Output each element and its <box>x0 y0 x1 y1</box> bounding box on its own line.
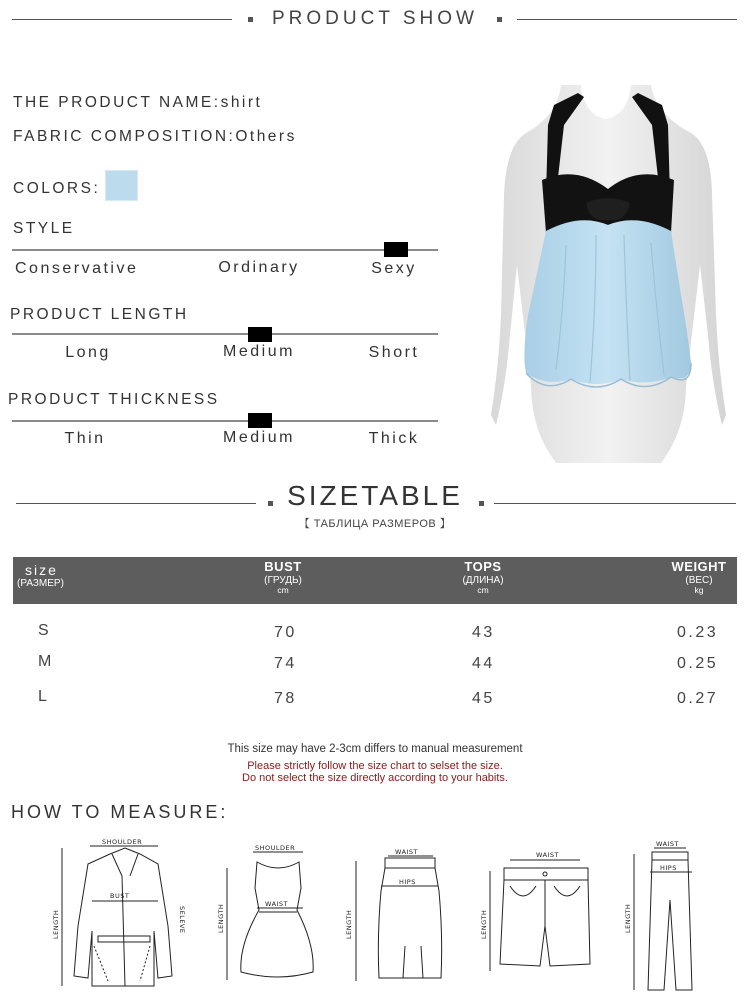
label-length-3: LENGTH <box>345 909 353 939</box>
diagram-dress <box>215 840 315 985</box>
length-title: PRODUCT LENGTH <box>10 306 189 323</box>
style-option-sexy: Sexy <box>371 260 417 277</box>
row-m-bust: 74 <box>274 655 297 672</box>
label-waist-2: WAIST <box>265 900 289 908</box>
product-name <box>13 94 262 112</box>
col-weight-main: WEIGHT <box>671 559 727 574</box>
col-weight-sub: (ВЕС) <box>685 574 713 586</box>
style-title: STYLE <box>13 220 75 237</box>
col-weight-unit: kg <box>694 585 704 596</box>
row-m-tops: 44 <box>472 655 495 672</box>
row-s-size: S <box>38 622 52 639</box>
label-hips-3: HIPS <box>399 878 416 886</box>
label-waist-4: WAIST <box>536 851 560 859</box>
diagram-pants <box>622 840 717 995</box>
size-warning <box>0 760 750 784</box>
diagram-shorts <box>478 846 613 976</box>
product-name-label: THE PRODUCT NAME: <box>13 94 221 111</box>
label-shoulder-2: SHOULDER <box>255 844 296 852</box>
label-bust: BUST <box>110 892 130 900</box>
col-tops <box>453 560 513 596</box>
col-tops-sub: (ДЛИНА) <box>462 574 504 586</box>
fabric-label: FABRIC COMPOSITION: <box>13 128 236 145</box>
row-l-bust: 78 <box>274 690 297 707</box>
row-m-size: M <box>38 653 54 670</box>
sizetable-dot-right <box>479 501 484 506</box>
sizetable-subtitle: 【 ТАБЛИЦА РАЗМЕРОВ 】 <box>298 518 452 530</box>
col-size-main: size <box>25 562 58 578</box>
row-l-tops: 45 <box>472 690 495 707</box>
label-hips-5: HIPS <box>660 864 677 872</box>
row-s-weight: 0.23 <box>677 624 719 641</box>
col-weight <box>663 560 735 596</box>
label-shoulder: SHOULDER <box>102 838 143 846</box>
style-track <box>12 249 438 251</box>
col-size-sub: (РАЗМЕР) <box>17 578 64 590</box>
size-warning-line1: Please strictly follow the size chart to selset the size. <box>247 760 503 772</box>
fabric-composition <box>13 128 297 146</box>
header-dot-right <box>497 17 502 22</box>
label-length-5: LENGTH <box>624 903 632 933</box>
how-to-measure-title: HOW TO MEASURE: <box>11 802 229 822</box>
length-track <box>12 333 438 335</box>
thickness-option-medium: Medium <box>223 429 295 446</box>
thickness-title: PRODUCT THICKNESS <box>8 391 220 408</box>
label-selleve: SELEVE <box>178 906 186 934</box>
header-rule-right <box>517 19 737 20</box>
size-table-header <box>13 557 737 604</box>
label-length-4: LENGTH <box>480 909 488 939</box>
col-size <box>17 562 77 590</box>
style-option-ordinary: Ordinary <box>218 259 300 276</box>
label-length-1: LENGTH <box>52 909 60 939</box>
colors-label: COLORS: <box>13 180 101 197</box>
col-bust-sub: (ГРУДЬ) <box>264 574 302 586</box>
sizetable-rule-right <box>494 503 736 504</box>
product-name-value: shirt <box>220 94 263 111</box>
col-tops-main: TOPS <box>464 559 502 574</box>
row-m-weight: 0.25 <box>677 655 719 672</box>
col-tops-unit: cm <box>477 585 489 596</box>
label-length-2: LENGTH <box>217 903 225 933</box>
sizetable-title: SIZETABLE <box>287 480 463 511</box>
product-photo <box>486 85 731 465</box>
row-l-size: L <box>38 688 50 705</box>
row-s-bust: 70 <box>274 624 297 641</box>
length-option-long: Long <box>65 344 111 361</box>
col-bust-main: BUST <box>264 559 302 574</box>
length-marker <box>248 327 272 342</box>
diagram-skirt <box>343 846 453 986</box>
length-option-short: Short <box>368 344 420 361</box>
page-title: PRODUCT SHOW <box>272 8 478 29</box>
size-warning-line2: Do not select the size directly according to your habits. <box>242 772 508 784</box>
thickness-marker <box>248 413 272 428</box>
measurement-note: This size may have 2-3cm differs to manual measurement <box>227 743 523 755</box>
color-swatch-light-blue <box>105 170 138 201</box>
diagram-jacket <box>50 836 200 994</box>
row-l-weight: 0.27 <box>677 690 719 707</box>
thickness-option-thick: Thick <box>368 430 420 447</box>
style-option-conservative: Conservative <box>15 260 139 277</box>
col-bust-unit: cm <box>277 585 289 596</box>
thickness-track <box>12 420 438 422</box>
label-waist-3: WAIST <box>395 848 419 856</box>
thickness-option-thin: Thin <box>64 430 106 447</box>
label-waist-5: WAIST <box>656 840 680 848</box>
length-option-medium: Medium <box>223 343 295 360</box>
col-bust <box>253 560 313 596</box>
fabric-value: Others <box>235 128 297 145</box>
style-marker <box>384 242 408 257</box>
row-s-tops: 43 <box>472 624 495 641</box>
